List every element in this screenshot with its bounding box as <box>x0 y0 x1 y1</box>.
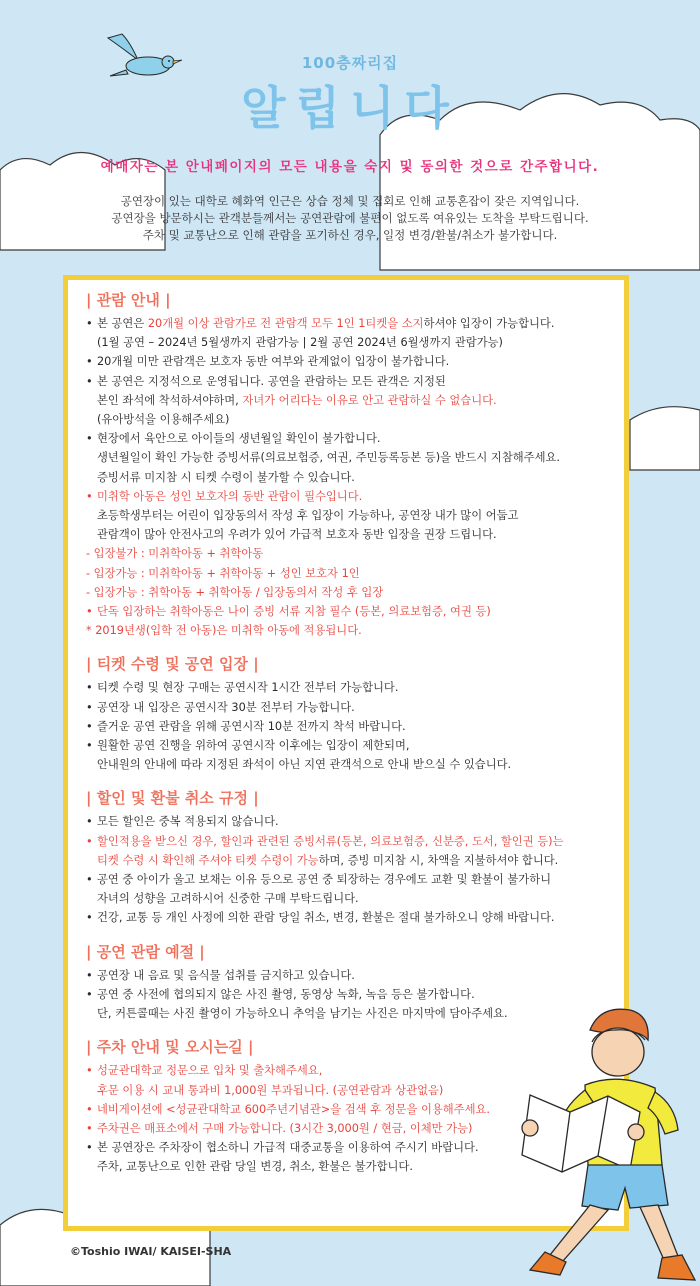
list-item: 주차, 교통난으로 인한 관람 당일 변경, 취소, 환불은 불가합니다. <box>97 1160 413 1174</box>
list-item: • 공연장 내 음료 및 음식물 섭취를 금지하고 있습니다. <box>86 966 626 985</box>
list-item: - 입장가능 : 미취학아동 + 취학아동 + 성인 보호자 1인 <box>86 566 360 580</box>
section-refund <box>86 788 626 927</box>
copyright-text: ©Toshio IWAI/ KAISEI-SHA <box>70 1245 232 1258</box>
list-item: • 즐거운 공연 관람을 위해 공연시작 10분 전까지 착석 바랍니다. <box>86 717 626 736</box>
list-item: 생년월일이 확인 가능한 증빙서류(의료보험증, 여권, 주민등록등본 등)을 반드시 지참해주세요. <box>97 451 561 465</box>
list-item: • 단독 입장하는 취학아동은 나이 증빙 서류 지참 필수 (등본, 의료보험증, 여권 등) <box>86 602 626 621</box>
list-item: • 공연장 내 입장은 공연시작 30분 전부터 가능합니다. <box>86 698 626 717</box>
list-item: • 티켓 수령 및 현장 구매는 공연시작 1시간 전부터 가능합니다. <box>86 678 626 697</box>
boy-reading-map-icon <box>490 1000 700 1286</box>
list-item: • 할인적용을 받으신 경우, 할인과 관련된 증빙서류(등본, 의료보험증, 신분증, 도서, 할인권 등)는 <box>86 832 626 851</box>
list-item: 티켓 수령 시 확인해 주셔야 티켓 수령이 가능하며, 증빙 미지참 시, 차액을 지불하셔야 합니다. <box>97 853 559 867</box>
intro-line: 공연장을 방문하시는 관객분들께서는 공연관람에 불편이 없도록 여유있는 도착을 부탁드립니다. <box>111 211 589 225</box>
section-title: | 티켓 수령 및 공연 입장 | <box>86 655 259 674</box>
list-item: • 원활한 공연 진행을 위하여 공연시작 이후에는 입장이 제한되며, <box>86 736 626 755</box>
list-item: • 20개월 미만 관람객은 보호자 동반 여부와 관계없이 입장이 불가합니다. <box>86 352 626 371</box>
list-item: 관람객이 많아 안전사고의 우려가 있어 가급적 보호자 동반 입장을 권장 드립니다. <box>97 528 497 542</box>
list-item: • 본 공연장은 주차장이 협소하니 가급적 대중교통을 이용하여 주시기 바랍니다. <box>86 1138 626 1157</box>
cloud-right-mid <box>630 407 700 470</box>
list-item: • 건강, 교통 등 개인 사정에 의한 관람 당일 취소, 변경, 환불은 절대 불가하오니 양해 바랍니다. <box>86 908 626 927</box>
list-item: • 네비게이션에 <성균관대학교 600주년기념관>을 검색 후 정문을 이용해주세요. <box>86 1100 626 1119</box>
list-item: 초등학생부터는 어린이 입장동의서 작성 후 입장이 가능하나, 공연장 내가 많이 어둡고 <box>97 509 519 523</box>
list-item: - 입장불가 : 미취학아동 + 취학아동 <box>86 547 264 561</box>
list-item: 자녀의 성향을 고려하시어 신중한 구매 부탁드립니다. <box>97 892 359 906</box>
list-item: • 주차권은 매표소에서 구매 가능합니다. (3시간 3,000원 / 현금, 이체만 가능) <box>86 1119 626 1138</box>
intro-line: 주차 및 교통난으로 인해 관람을 포기하신 경우, 일정 변경/환불/취소가 불가합니다. <box>142 228 558 242</box>
intro-notice <box>0 193 700 244</box>
list-item: - 입장가능 : 취학아동 + 취학아동 / 입장동의서 작성 후 입장 <box>86 585 384 599</box>
list-item: 본인 좌석에 착석하셔야하며, 자녀가 어리다는 이유로 안고 관람하실 수 없습니다. <box>97 393 497 407</box>
list-item: • 성균관대학교 정문으로 입차 및 출차해주세요, <box>86 1061 626 1080</box>
list-item: • 본 공연은 20개월 이상 관람가로 전 관람객 모두 1인 1티켓을 소지하셔야 입장이 가능합니다. <box>86 314 626 333</box>
list-item: (유아방석을 이용해주세요) <box>97 413 230 427</box>
section-title: | 할인 및 환불 취소 규정 | <box>86 789 259 808</box>
section-title: | 공연 관람 예절 | <box>86 942 205 961</box>
list-item: 단, 커튼콜때는 사진 촬영이 가능하오니 추억을 남기는 사진은 마지막에 담아주세요. <box>97 1007 508 1021</box>
list-item: • 미취학 아동은 성인 보호자의 동반 관람이 필수입니다. <box>86 487 626 506</box>
consent-notice: 예매자는 본 안내페이지의 모든 내용을 숙지 및 동의한 것으로 간주합니다. <box>100 159 600 175</box>
header-subtitle: 100층짜리집 <box>301 54 399 72</box>
list-item: 후문 이용 시 교내 통과비 1,000원 부과됩니다. (공연관람과 상관없음) <box>97 1083 444 1097</box>
list-item: • 본 공연은 지정석으로 운영됩니다. 공연을 관람하는 모든 관객은 지정된 <box>86 372 626 391</box>
section-viewing <box>86 290 626 640</box>
list-item: * 2019년생(입학 전 아동)은 미취학 아동에 적용됩니다. <box>86 624 362 638</box>
list-item: • 모든 할인은 중복 적용되지 않습니다. <box>86 812 626 831</box>
section-title: | 관람 안내 | <box>86 291 171 309</box>
list-item: • 공연 중 사전에 협의되지 않은 사진 촬영, 동영상 녹화, 녹음 등은 불가합니다. <box>86 985 626 1004</box>
list-item: 안내원의 안내에 따라 지정된 좌석이 아닌 지연 관객석으로 안내 받으실 수 있습니다. <box>97 758 512 772</box>
list-item: (1월 공연 – 2024년 5월생까지 관람가능 | 2월 공연 2024년 6월생까지 관람가능) <box>97 336 503 350</box>
section-title: | 주차 안내 및 오시는길 | <box>86 1038 254 1057</box>
intro-line: 공연장이 있는 대학로 혜화역 인근은 상습 정체 및 집회로 인해 교통혼잡이 잦은 지역입니다. <box>120 194 580 208</box>
page-title: 알립니다 <box>241 81 459 135</box>
list-item: 증빙서류 미지참 시 티켓 수령이 불가할 수 있습니다. <box>97 470 355 484</box>
list-item: • 공연 중 아이가 울고 보채는 이유 등으로 공연 중 퇴장하는 경우에도 교환 및 환불이 불가하니 <box>86 870 626 889</box>
section-tickets <box>86 654 626 774</box>
list-item: • 현장에서 육안으로 아이들의 생년월일 확인이 불가합니다. <box>86 429 626 448</box>
